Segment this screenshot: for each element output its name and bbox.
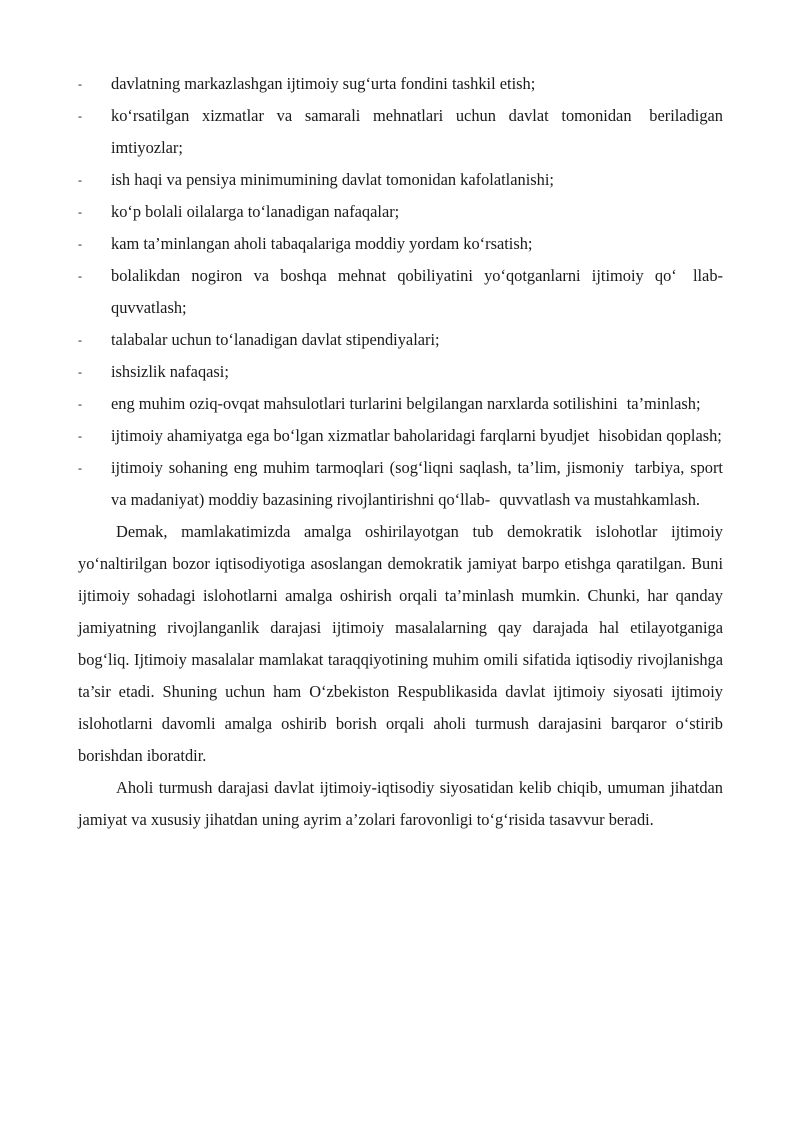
list-item-text	[111, 196, 723, 228]
list-item-text	[111, 100, 723, 164]
list-item-text	[111, 324, 723, 356]
list-item-line: ijtimoiy ahamiyatga ega bo‘lgan xizmatlar baholaridagi farqlarni byudjet	[111, 426, 590, 445]
list-item	[78, 420, 723, 452]
list-item	[78, 324, 723, 356]
list-item-line: tarbiya, sport va madaniyat) moddiy bazasining rivojlantirishni qo‘llab-	[111, 458, 723, 509]
list-item	[78, 452, 723, 516]
list-item-line: talabalar uchun to‘lanadigan davlat stipendiyalari;	[111, 330, 440, 349]
list-item-line: kam ta’minlangan aholi tabaqalariga moddiy yordam ko‘rsatish;	[111, 234, 533, 253]
list-item	[78, 388, 723, 420]
list-item-text	[111, 260, 723, 324]
dash-bullet-marker: -	[78, 461, 82, 475]
dash-bullet-marker: -	[78, 397, 82, 411]
dash-bullet-marker: -	[78, 237, 82, 251]
dash-bullet-marker: -	[78, 365, 82, 379]
list-item-text	[111, 68, 723, 100]
list-item	[78, 100, 723, 164]
list-item-text	[111, 388, 723, 420]
list-item-text	[111, 452, 723, 516]
list-item	[78, 228, 723, 260]
body-paragraph: Aholi turmush darajasi davlat ijtimoiy-iqtisodiy siyosatidan kelib chiqib, umuman jihatdan jamiyat va xususiy jihatdan uning ayrim a’zolari farovonligi to‘g‘risida tasavvur beradi.	[78, 778, 723, 829]
body-paragraphs	[78, 516, 723, 836]
list-item-line: ishsizlik nafaqasi;	[111, 362, 229, 381]
document-page	[78, 68, 723, 836]
list-item-line: bolalikdan nogiron va boshqa mehnat qobiliyatini yo‘qotganlarni ijtimoiy qo‘	[111, 266, 677, 285]
bullet-list	[78, 68, 723, 516]
dash-bullet-marker: -	[78, 173, 82, 187]
list-item-line: ijtimoiy sohaning eng muhim tarmoqlari (sog‘liqni saqlash, ta’lim, jismoniy	[111, 458, 624, 477]
list-item	[78, 164, 723, 196]
list-item	[78, 196, 723, 228]
dash-bullet-marker: -	[78, 333, 82, 347]
list-item-line: ko‘rsatilgan xizmatlar va samarali mehnatlari uchun davlat tomonidan	[111, 106, 632, 125]
dash-bullet-marker: -	[78, 269, 82, 283]
dash-bullet-marker: -	[78, 429, 82, 443]
list-item-text	[111, 164, 723, 196]
list-item-line: ish haqi va pensiya minimumining davlat tomonidan kafolatlanishi;	[111, 170, 554, 189]
list-item-line: quvvatlash va mustahkamlash.	[499, 490, 701, 509]
list-item-line: eng muhim oziq-ovqat mahsulotlari turlarini belgilangan narxlarda sotilishini	[111, 394, 618, 413]
dash-bullet-marker: -	[78, 109, 82, 123]
dash-bullet-marker: -	[78, 205, 82, 219]
list-item-text	[111, 228, 723, 260]
list-item-line: llab-quvvatlash;	[111, 266, 723, 317]
list-item	[78, 260, 723, 324]
list-item-text	[111, 420, 723, 452]
list-item-line: hisobidan qoplash;	[598, 426, 722, 445]
list-item-text	[111, 356, 723, 388]
list-item-line: ko‘p bolali oilalarga to‘lanadigan nafaqalar;	[111, 202, 400, 221]
list-item	[78, 68, 723, 100]
body-paragraph: Demak, mamlakatimizda amalga oshirilayotgan tub demokratik islohotlar ijtimoiy yo‘naltirilgan bozor iqtisodiyotiga asoslangan demokratik jamiyat barpo etishga qaratilgan. Buni ijtimoiy sohadagi islohotlarni amalga oshirish orqali ta’minlash mumkin. Chunki, har qanday jamiyatning rivojlanganlik darajasi ijtimoiy masalalarning qay darajada hal etilayotganiga bog‘liq. Ijtimoiy masalalar mamlakat taraqqiyotining muhim omili sifatida iqtisodiy rivojlanishga ta’sir etadi. Shuning uchun ham O‘zbekiston Respublikasida davlat ijtimoiy siyosati ijtimoiy islohotlarni davomli amalga oshirib borish orqali aholi turmush darajasini barqaror o‘stirib borishdan iboratdir.	[78, 522, 723, 765]
list-item-line: beriladigan imtiyozlar;	[111, 106, 723, 157]
list-item-line: davlatning markazlashgan ijtimoiy sug‘urta fondini tashkil etish;	[111, 74, 536, 93]
list-item-line: ta’minlash;	[626, 394, 701, 413]
dash-bullet-marker: -	[78, 77, 82, 91]
list-item	[78, 356, 723, 388]
